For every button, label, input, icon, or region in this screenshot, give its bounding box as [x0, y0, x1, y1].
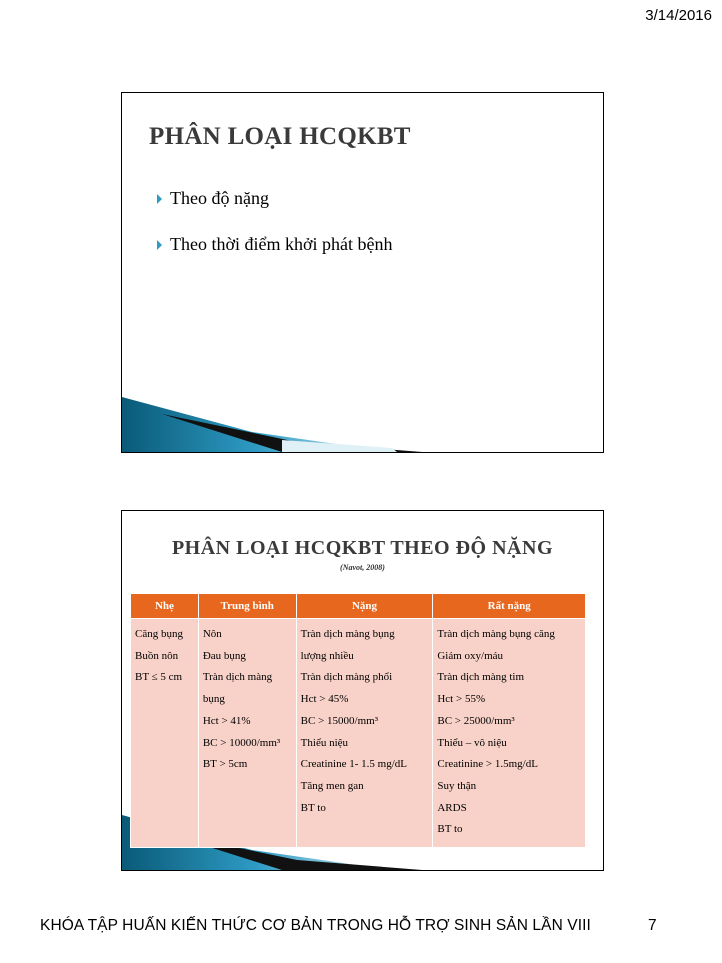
cell-line: Hct > 45% [300, 693, 349, 706]
cell-line: lượng nhiều [300, 649, 354, 662]
cell-line: BC > 15000/mm³ [300, 714, 379, 727]
page-number: 7 [648, 917, 657, 934]
slide-title: PHÂN LOẠI HCQKBT [149, 123, 411, 150]
slide-1 [121, 92, 604, 453]
cell-line: Creatinine > 1.5mg/dL [437, 758, 538, 771]
footer-text: KHÓA TẬP HUẤN KIẾN THỨC CƠ BẢN TRONG HỖ TRỢ SINH SẢN LẦN VIII [40, 917, 591, 934]
print-date: 3/14/2016 [645, 7, 712, 24]
table-cell-mild [131, 619, 199, 848]
slide-title: PHÂN LOẠI HCQKBT THEO ĐỘ NẶNG [171, 537, 554, 559]
cell-line: Thiểu niệu [300, 736, 349, 749]
column-header: Nặng [296, 594, 433, 619]
table-header-row [131, 594, 586, 619]
cell-line: Giảm oxy/máu [437, 649, 504, 662]
cell-line: Buồn nôn [135, 649, 179, 662]
bullet-text: Theo độ nặng [170, 188, 269, 208]
cell-line: Tràn dịch màng [202, 671, 273, 684]
severity-table [130, 593, 586, 848]
cell-line: BT to [300, 801, 326, 814]
bullet-item [157, 188, 393, 209]
cell-line: Thiểu – vô niệu [437, 736, 507, 749]
bullet-text: Theo thời điểm khởi phát bệnh [170, 234, 393, 254]
cell-line: Nôn [202, 628, 222, 640]
bullet-item [157, 234, 393, 255]
cell-line: Tăng men gan [300, 779, 364, 792]
cell-line: BC > 25000/mm³ [437, 714, 515, 727]
bullet-list [157, 188, 393, 280]
slide-2 [121, 510, 604, 871]
cell-line: bụng [202, 693, 225, 706]
table-row [131, 619, 586, 848]
cell-line: BC > 10000/mm³ [202, 736, 281, 749]
table-cell-moderate [198, 619, 296, 848]
cell-line: BT ≤ 5 cm [135, 671, 183, 684]
column-header: Nhẹ [131, 594, 199, 619]
column-header: Trung bình [198, 594, 296, 619]
cell-line: Hct > 41% [202, 714, 251, 727]
cell-line: Hct > 55% [437, 693, 486, 706]
bullet-arrow-icon [157, 240, 162, 250]
cell-line: Tràn dịch màng phổi [300, 671, 393, 684]
cell-line: Căng bụng [135, 628, 183, 640]
cell-line: Tràn dịch màng bụng [300, 628, 395, 640]
cell-line: Tràn dịch màng bụng căng [437, 628, 555, 640]
cell-line: ARDS [437, 801, 467, 814]
cell-line: Suy thận [437, 779, 477, 792]
slide-subtitle: (Navot, 2008) [340, 563, 385, 572]
table-cell-severe [296, 619, 433, 848]
table-cell-critical [433, 619, 586, 848]
cell-line: Đau bụng [202, 649, 246, 662]
cell-line: Creatinine 1- 1.5 mg/dL [300, 758, 407, 771]
cell-line: BT > 5cm [202, 758, 248, 771]
corner-swoosh-decoration [122, 392, 422, 452]
column-header: Rất nặng [433, 594, 586, 619]
cell-line: BT to [437, 823, 463, 836]
cell-line: Tràn dịch màng tim [437, 671, 525, 684]
bullet-arrow-icon [157, 194, 162, 204]
